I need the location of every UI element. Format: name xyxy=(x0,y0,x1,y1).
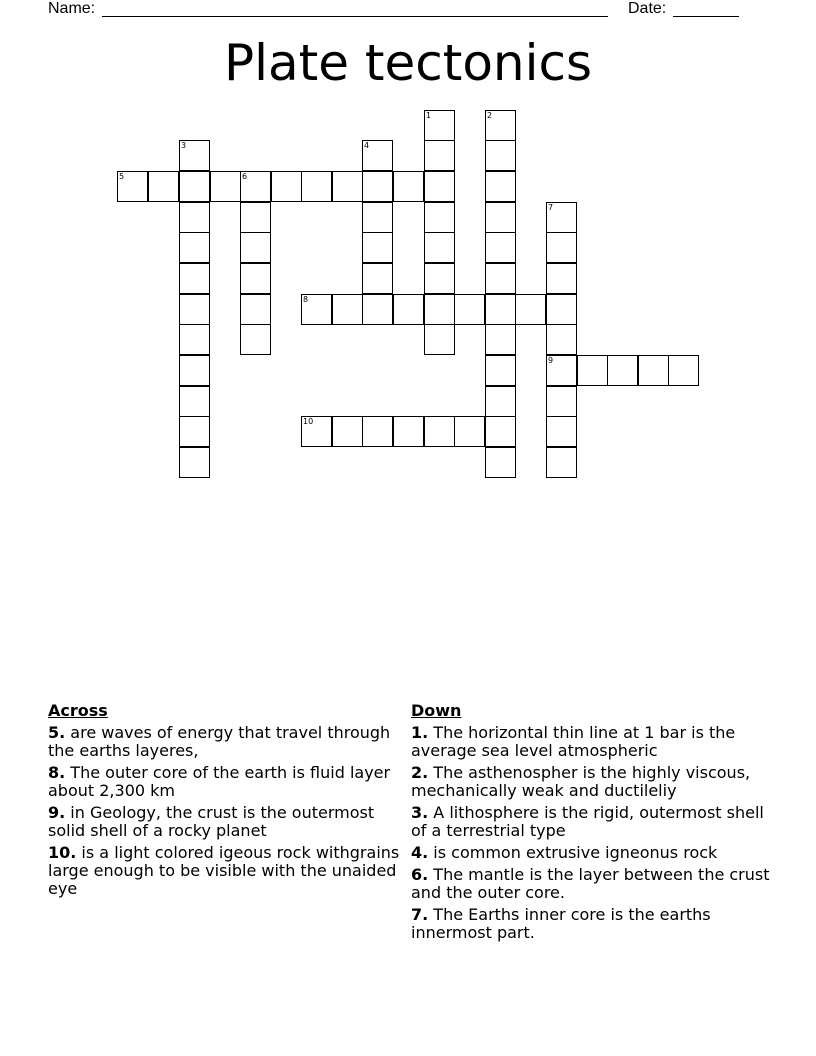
crossword-cell[interactable] xyxy=(271,171,302,202)
cell-number: 10 xyxy=(303,417,314,426)
crossword-cell[interactable] xyxy=(546,202,577,233)
crossword-cell[interactable] xyxy=(607,355,638,386)
crossword-cell[interactable] xyxy=(393,171,424,202)
crossword-cell[interactable] xyxy=(485,202,516,233)
crossword-cell[interactable] xyxy=(424,294,455,325)
crossword-cell[interactable] xyxy=(546,324,577,355)
crossword-cell[interactable] xyxy=(454,416,485,447)
clue-text: is common extrusive igneonus rock xyxy=(428,843,718,862)
crossword-cell[interactable] xyxy=(546,386,577,417)
crossword-cell[interactable] xyxy=(210,171,241,202)
clue-item xyxy=(48,804,408,840)
crossword-cell[interactable] xyxy=(332,171,363,202)
crossword-cell[interactable] xyxy=(240,263,271,294)
header xyxy=(48,0,768,22)
clue-item xyxy=(411,804,771,840)
crossword-cell[interactable] xyxy=(485,232,516,263)
crossword-cell[interactable] xyxy=(577,355,608,386)
crossword-cell[interactable] xyxy=(393,294,424,325)
crossword-cell[interactable] xyxy=(362,263,393,294)
crossword-cell[interactable] xyxy=(240,232,271,263)
cell-number: 2 xyxy=(487,111,493,120)
crossword-cell[interactable] xyxy=(424,232,455,263)
cell-number: 7 xyxy=(548,203,554,212)
name-label: Name: xyxy=(48,0,96,17)
clue-number: 5. xyxy=(48,723,66,742)
crossword-cell[interactable] xyxy=(179,324,210,355)
crossword-cell[interactable] xyxy=(485,447,516,478)
clue-item xyxy=(48,764,408,800)
crossword-cell[interactable] xyxy=(485,416,516,447)
clue-item xyxy=(411,866,771,902)
across-clue-list xyxy=(48,724,408,898)
crossword-cell[interactable] xyxy=(485,110,516,141)
crossword-cell[interactable] xyxy=(362,140,393,171)
crossword-cell[interactable] xyxy=(485,140,516,171)
down-clues xyxy=(411,702,771,946)
page-title: Plate tectonics xyxy=(223,34,593,92)
crossword-cell[interactable] xyxy=(485,416,516,447)
crossword-cell[interactable] xyxy=(485,294,516,325)
crossword-cell[interactable] xyxy=(179,294,210,325)
clue-number: 6. xyxy=(411,865,429,884)
date-field[interactable] xyxy=(673,16,739,17)
crossword-cell[interactable] xyxy=(179,416,210,447)
clue-item xyxy=(411,764,771,800)
crossword-cell[interactable] xyxy=(546,447,577,478)
crossword-cell[interactable] xyxy=(240,202,271,233)
clue-item xyxy=(48,844,408,898)
crossword-cell[interactable] xyxy=(485,263,516,294)
down-heading: Down xyxy=(411,701,462,720)
clue-number: 3. xyxy=(411,803,429,822)
crossword-cell[interactable] xyxy=(454,294,485,325)
crossword-cell[interactable] xyxy=(179,355,210,386)
crossword-cell[interactable] xyxy=(485,324,516,355)
crossword-cell[interactable] xyxy=(424,140,455,171)
cell-number: 3 xyxy=(181,141,187,150)
crossword-cell[interactable] xyxy=(117,171,148,202)
crossword-cell[interactable] xyxy=(332,416,363,447)
clue-text: The horizontal thin line at 1 bar is the average sea level atmospheric xyxy=(411,723,736,760)
clue-text: The asthenospher is the highly viscous, mechanically weak and ductileliy xyxy=(411,763,751,800)
crossword-cell[interactable] xyxy=(424,294,455,325)
crossword-cell[interactable] xyxy=(179,263,210,294)
clue-text: The Earths inner core is the earths innermost part. xyxy=(411,905,711,942)
crossword-cell[interactable] xyxy=(393,416,424,447)
clue-number: 10. xyxy=(48,843,77,862)
cell-number: 9 xyxy=(548,356,554,365)
crossword-cell[interactable] xyxy=(424,202,455,233)
cell-number: 5 xyxy=(119,172,125,181)
crossword-cell[interactable] xyxy=(485,171,516,202)
crossword-cell[interactable] xyxy=(424,171,455,202)
crossword-cell[interactable] xyxy=(179,232,210,263)
crossword-cell[interactable] xyxy=(362,416,393,447)
crossword-cell[interactable] xyxy=(424,110,455,141)
crossword-cell[interactable] xyxy=(332,294,363,325)
crossword-cell[interactable] xyxy=(546,294,577,325)
crossword-cell[interactable] xyxy=(485,355,516,386)
crossword-cell[interactable] xyxy=(362,294,393,325)
crossword-cell[interactable] xyxy=(362,171,393,202)
clue-item xyxy=(411,906,771,942)
crossword-cell[interactable] xyxy=(485,294,516,325)
clue-number: 4. xyxy=(411,843,429,862)
across-heading: Across xyxy=(48,701,108,720)
clue-number: 8. xyxy=(48,763,66,782)
crossword-cell[interactable] xyxy=(546,232,577,263)
crossword-cell[interactable] xyxy=(638,355,669,386)
crossword-cell[interactable] xyxy=(179,447,210,478)
name-field[interactable] xyxy=(102,16,608,17)
crossword-cell[interactable] xyxy=(546,294,577,325)
cell-number: 8 xyxy=(303,295,309,304)
crossword-cell[interactable] xyxy=(240,171,271,202)
crossword-cell[interactable] xyxy=(240,324,271,355)
crossword-cell[interactable] xyxy=(301,416,332,447)
clue-text: The outer core of the earth is fluid layer about 2,300 km xyxy=(48,763,391,800)
crossword-cell[interactable] xyxy=(424,263,455,294)
clue-text: A lithosphere is the rigid, outermost shell of a terrestrial type xyxy=(411,803,764,840)
crossword-cell[interactable] xyxy=(240,294,271,325)
down-clue-list xyxy=(411,724,771,942)
crossword-cell[interactable] xyxy=(424,324,455,355)
clue-number: 9. xyxy=(48,803,66,822)
crossword-cell[interactable] xyxy=(424,416,455,447)
clue-text: are waves of energy that travel through the earths layeres, xyxy=(48,723,391,760)
crossword-cell[interactable] xyxy=(362,232,393,263)
crossword-cell[interactable] xyxy=(546,416,577,447)
crossword-cell[interactable] xyxy=(546,263,577,294)
crossword-cell[interactable] xyxy=(179,140,210,171)
across-clues xyxy=(48,702,408,902)
crossword-cell[interactable] xyxy=(668,355,699,386)
clue-text: The mantle is the layer between the crust and the outer core. xyxy=(411,865,770,902)
clue-number: 2. xyxy=(411,763,429,782)
clue-item xyxy=(411,844,771,862)
crossword-cell[interactable] xyxy=(179,386,210,417)
crossword-cell[interactable] xyxy=(301,171,332,202)
cell-number: 4 xyxy=(364,141,370,150)
crossword-cell[interactable] xyxy=(179,171,210,202)
crossword-cell[interactable] xyxy=(301,294,332,325)
clue-text: in Geology, the crust is the outermost solid shell of a rocky planet xyxy=(48,803,375,840)
crossword-cell[interactable] xyxy=(515,294,546,325)
date-label: Date: xyxy=(628,0,667,17)
crossword-cell[interactable] xyxy=(362,202,393,233)
clue-text: is a light colored igeous rock withgrains large enough to be visible with the unaided eye xyxy=(48,843,400,898)
clue-item xyxy=(411,724,771,760)
clue-number: 7. xyxy=(411,905,429,924)
cell-number: 1 xyxy=(426,111,432,120)
clue-number: 1. xyxy=(411,723,429,742)
crossword-cell[interactable] xyxy=(485,386,516,417)
crossword-cell[interactable] xyxy=(148,171,179,202)
clue-item xyxy=(48,724,408,760)
crossword-cell[interactable] xyxy=(546,355,577,386)
cell-number: 6 xyxy=(242,172,248,181)
crossword-cell[interactable] xyxy=(179,202,210,233)
